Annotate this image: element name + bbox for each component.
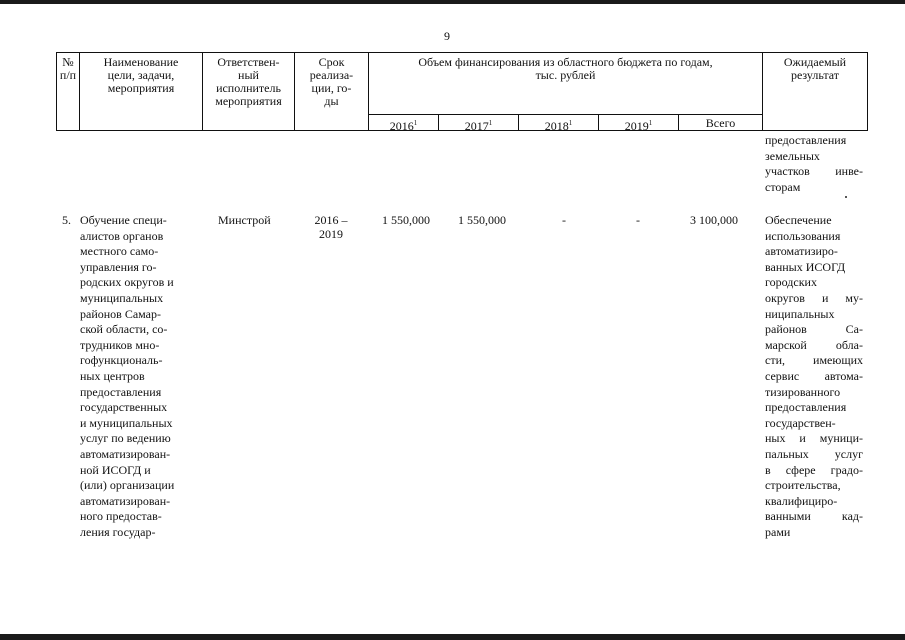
row-name-text — [80, 213, 202, 540]
total-header: Всего — [705, 116, 736, 130]
result-line: государствен- — [765, 415, 836, 430]
year-2016: 2016$^1$ — [389, 119, 418, 133]
name-line: ных центров — [80, 368, 145, 383]
name-line: ской области, со- — [80, 322, 168, 337]
result-line: автоматизиро- — [765, 244, 838, 259]
row-2018-value: - — [562, 213, 566, 227]
row-2019-value: - — [636, 213, 640, 227]
year-2019: 2019$^1$ — [624, 119, 653, 133]
name-line: ной ИСОГД и — [80, 462, 151, 477]
name-line: автоматизирован- — [80, 493, 171, 508]
continued-result-line: участков инве- — [765, 164, 863, 179]
row-number: 5. — [62, 213, 71, 227]
row-total-value: 3 100,000 — [690, 213, 738, 227]
name-line: алистов органов — [80, 228, 164, 243]
row-responsible: Минстрой — [218, 213, 271, 227]
name-line: автоматизирован- — [80, 446, 171, 461]
result-line: строительства, — [765, 478, 841, 493]
result-line: сервис автома- — [765, 368, 863, 383]
result-line: марской обла- — [765, 337, 863, 352]
result-line: рами — [765, 524, 791, 539]
continued-result-line: сторам — [765, 179, 801, 194]
name-line: муниципальных — [80, 290, 164, 305]
row-2016-value: 1 550,000 — [382, 213, 430, 227]
header-term: Срок реализа- ции, го- ды — [309, 55, 354, 108]
header-responsible: Ответствен- ный исполнитель мероприятия — [215, 55, 282, 108]
name-line: районов Самар- — [80, 306, 161, 321]
name-line: услуг по ведению — [80, 431, 171, 446]
name-line: ления государ- — [80, 524, 156, 539]
year-2018: 2018$^1$ — [544, 119, 573, 133]
name-line: (или) организации — [80, 478, 175, 493]
years-divider-line — [368, 114, 762, 115]
name-line: государственных — [80, 400, 168, 415]
name-line: трудников мно- — [80, 337, 160, 352]
result-line: ванных ИСОГД — [765, 259, 846, 274]
result-line: ванными кад- — [765, 509, 863, 524]
result-line: квалифициро- — [765, 493, 838, 508]
name-line: предоставления — [80, 384, 162, 399]
vline-11 — [867, 52, 868, 130]
row-term: 2016 – 2019 — [314, 213, 348, 241]
name-line: Обучение специ- — [80, 213, 167, 227]
row-2017-value: 1 550,000 — [458, 213, 506, 227]
header-result: Ожидаемый результат — [783, 55, 847, 82]
result-line: предоставления — [765, 400, 847, 415]
continued-result-line: предоставления — [765, 133, 847, 147]
result-line: использования — [765, 228, 841, 243]
result-line: районов Са- — [765, 322, 863, 337]
result-line: тизированного — [765, 384, 841, 399]
name-line: местного само- — [80, 244, 159, 259]
page-number: 9 — [444, 29, 450, 43]
result-line: городских — [765, 275, 817, 290]
result-line: Обеспечение — [765, 213, 832, 227]
bottom-border — [0, 634, 905, 640]
top-border — [0, 0, 905, 4]
row-result-text — [765, 213, 863, 540]
header-top-line — [56, 52, 868, 53]
name-line: и муниципальных — [80, 415, 173, 430]
header-num: № п/п — [59, 55, 77, 82]
result-line: сти, имеющих — [765, 353, 863, 368]
result-line: пальных услуг — [765, 446, 863, 461]
result-line: округов и му- — [765, 290, 863, 305]
header-funding: Объем финансирования из областного бюджета по годам, тыс. рублей — [418, 55, 713, 82]
name-line: родских округов и — [80, 275, 174, 290]
name-line: гофункциональ- — [80, 353, 163, 368]
result-line: ных и муници- — [765, 431, 863, 446]
result-line: в сфере градо- — [765, 462, 863, 477]
continued-result-line: земельных — [765, 148, 820, 163]
name-line: ного предостав- — [80, 509, 162, 524]
stray-mark — [845, 196, 847, 198]
name-line: управления го- — [80, 259, 157, 274]
result-line: ниципальных — [765, 306, 835, 321]
year-2017: 2017$^1$ — [464, 119, 493, 133]
header-name: Наименование цели, задачи, мероприятия — [103, 55, 179, 95]
continued-result-text — [765, 133, 863, 195]
